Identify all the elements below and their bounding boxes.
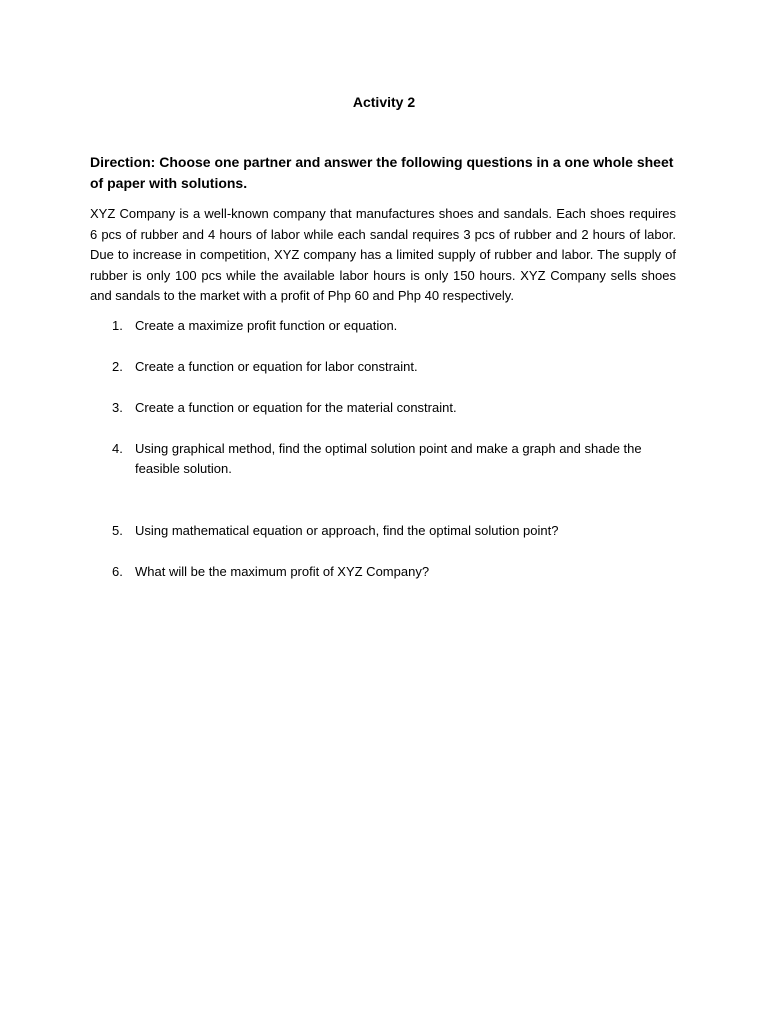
question-item-5 [90,521,676,541]
question-number: 6. [112,564,123,579]
question-item-3 [90,398,676,418]
question-text: Create a maximize profit function or equation. [135,318,398,333]
question-text: Create a function or equation for labor constraint. [135,359,418,374]
question-text: Create a function or equation for the material constraint. [135,400,457,415]
problem-paragraph: XYZ Company is a well-known company that manufactures shoes and sandals. Each shoes requires 6 pcs of rubber and 4 hours of labor while each sandal requires 3 pcs of rubber and 2 hours of labor. Due to increase in competition, XYZ company has a limited supply of rubber and labor. The supply of rubber is only 100 pcs while the available labor hours is only 150 hours. XYZ Company sells shoes and sandals to the market with a profit of Php 60 and Php 40 respectively. [90,206,676,303]
question-item-1 [90,316,676,336]
question-item-2 [90,357,676,377]
question-number: 4. [112,441,123,456]
question-text: Using mathematical equation or approach, find the optimal solution point? [135,523,559,538]
question-number: 2. [112,359,123,374]
direction-text: Direction: Choose one partner and answer the following questions in a one whole sheet of paper with solutions. [90,154,674,191]
question-text: Using graphical method, find the optimal solution point and make a graph and shade the feasible solution. [135,441,642,476]
question-number: 3. [112,400,123,415]
document-title: Activity 2 [352,94,416,110]
question-item-6 [90,562,676,582]
question-number: 1. [112,318,123,333]
question-number: 5. [112,523,123,538]
question-item-4 [90,439,676,479]
question-text: What will be the maximum profit of XYZ Company? [135,564,430,579]
